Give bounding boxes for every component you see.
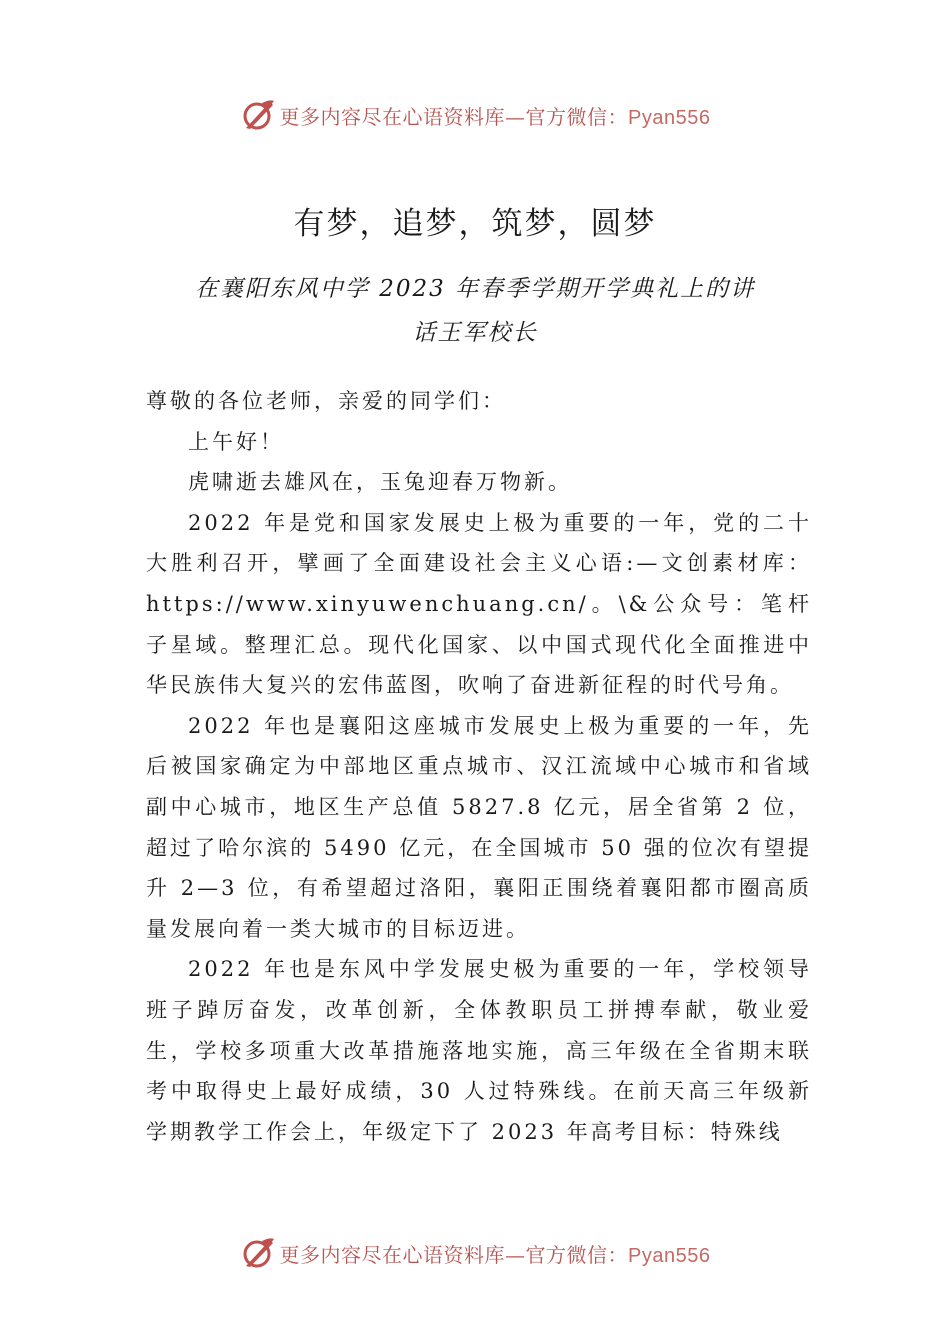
salutation: 尊敬的各位老师，亲爱的同学们： [146,389,506,413]
document-title: 有梦，追梦，筑梦，圆梦 [293,206,657,242]
quill-logo-icon [240,1235,276,1271]
document-body [146,381,812,1152]
body-paragraph: 2022 年是党和国家发展史上极为重要的一年，党的二十大胜利召开，擘画了全面建设社会主义心语:—文创素材库：https://www.xinyuwenchuang.cn/。\&公众号：笔杆子星域。整理汇总。现代化国家、以中国式现代化全面推进中华民族伟大复兴的宏伟蓝图，吹响了奋进新征程的时代号角。 [146,510,812,698]
quill-logo-icon [240,97,276,133]
document-subtitle-line2: 话王军校长 [412,320,538,346]
watermark-banner-bottom [0,1233,950,1273]
greeting: 上午好！ [188,429,284,454]
watermark-banner-top [0,95,950,135]
watermark-text: 更多内容尽在心语资料库—官方微信：Pyan556 [279,1242,711,1267]
document-subtitle-line1: 在襄阳东风中学 2023 年春季学期开学典礼上的讲 [194,276,756,302]
body-paragraph: 虎啸逝去雄风在，玉兔迎春万物新。 [188,470,572,495]
watermark-text: 更多内容尽在心语资料库—官方微信：Pyan556 [279,104,711,129]
body-paragraph: 2022 年也是襄阳这座城市发展史上极为重要的一年，先后被国家确定为中部地区重点城市、汉江流域中心城市和省域副中心城市，地区生产总值 5827.8 亿元，居全省第 2 位，超过了哈尔滨的 5490 亿元，在全国城市 50 强的位次有望提升 2—3 位，有希望超过洛阳，襄阳正围绕着襄阳都市圈高质量发展向着一类大城市的目标迈进。 [146,713,812,941]
body-paragraph: 2022 年也是东风中学发展史极为重要的一年，学校领导班子踔厉奋发，改革创新，全体教职员工拼搏奉献，敬业爱生，学校多项重大改革措施落地实施，高三年级在全省期末联考中取得史上最好成绩，30 人过特殊线。在前天高三年级新学期教学工作会上，年级定下了 2023 年高考目标：特殊线 [146,957,812,1144]
